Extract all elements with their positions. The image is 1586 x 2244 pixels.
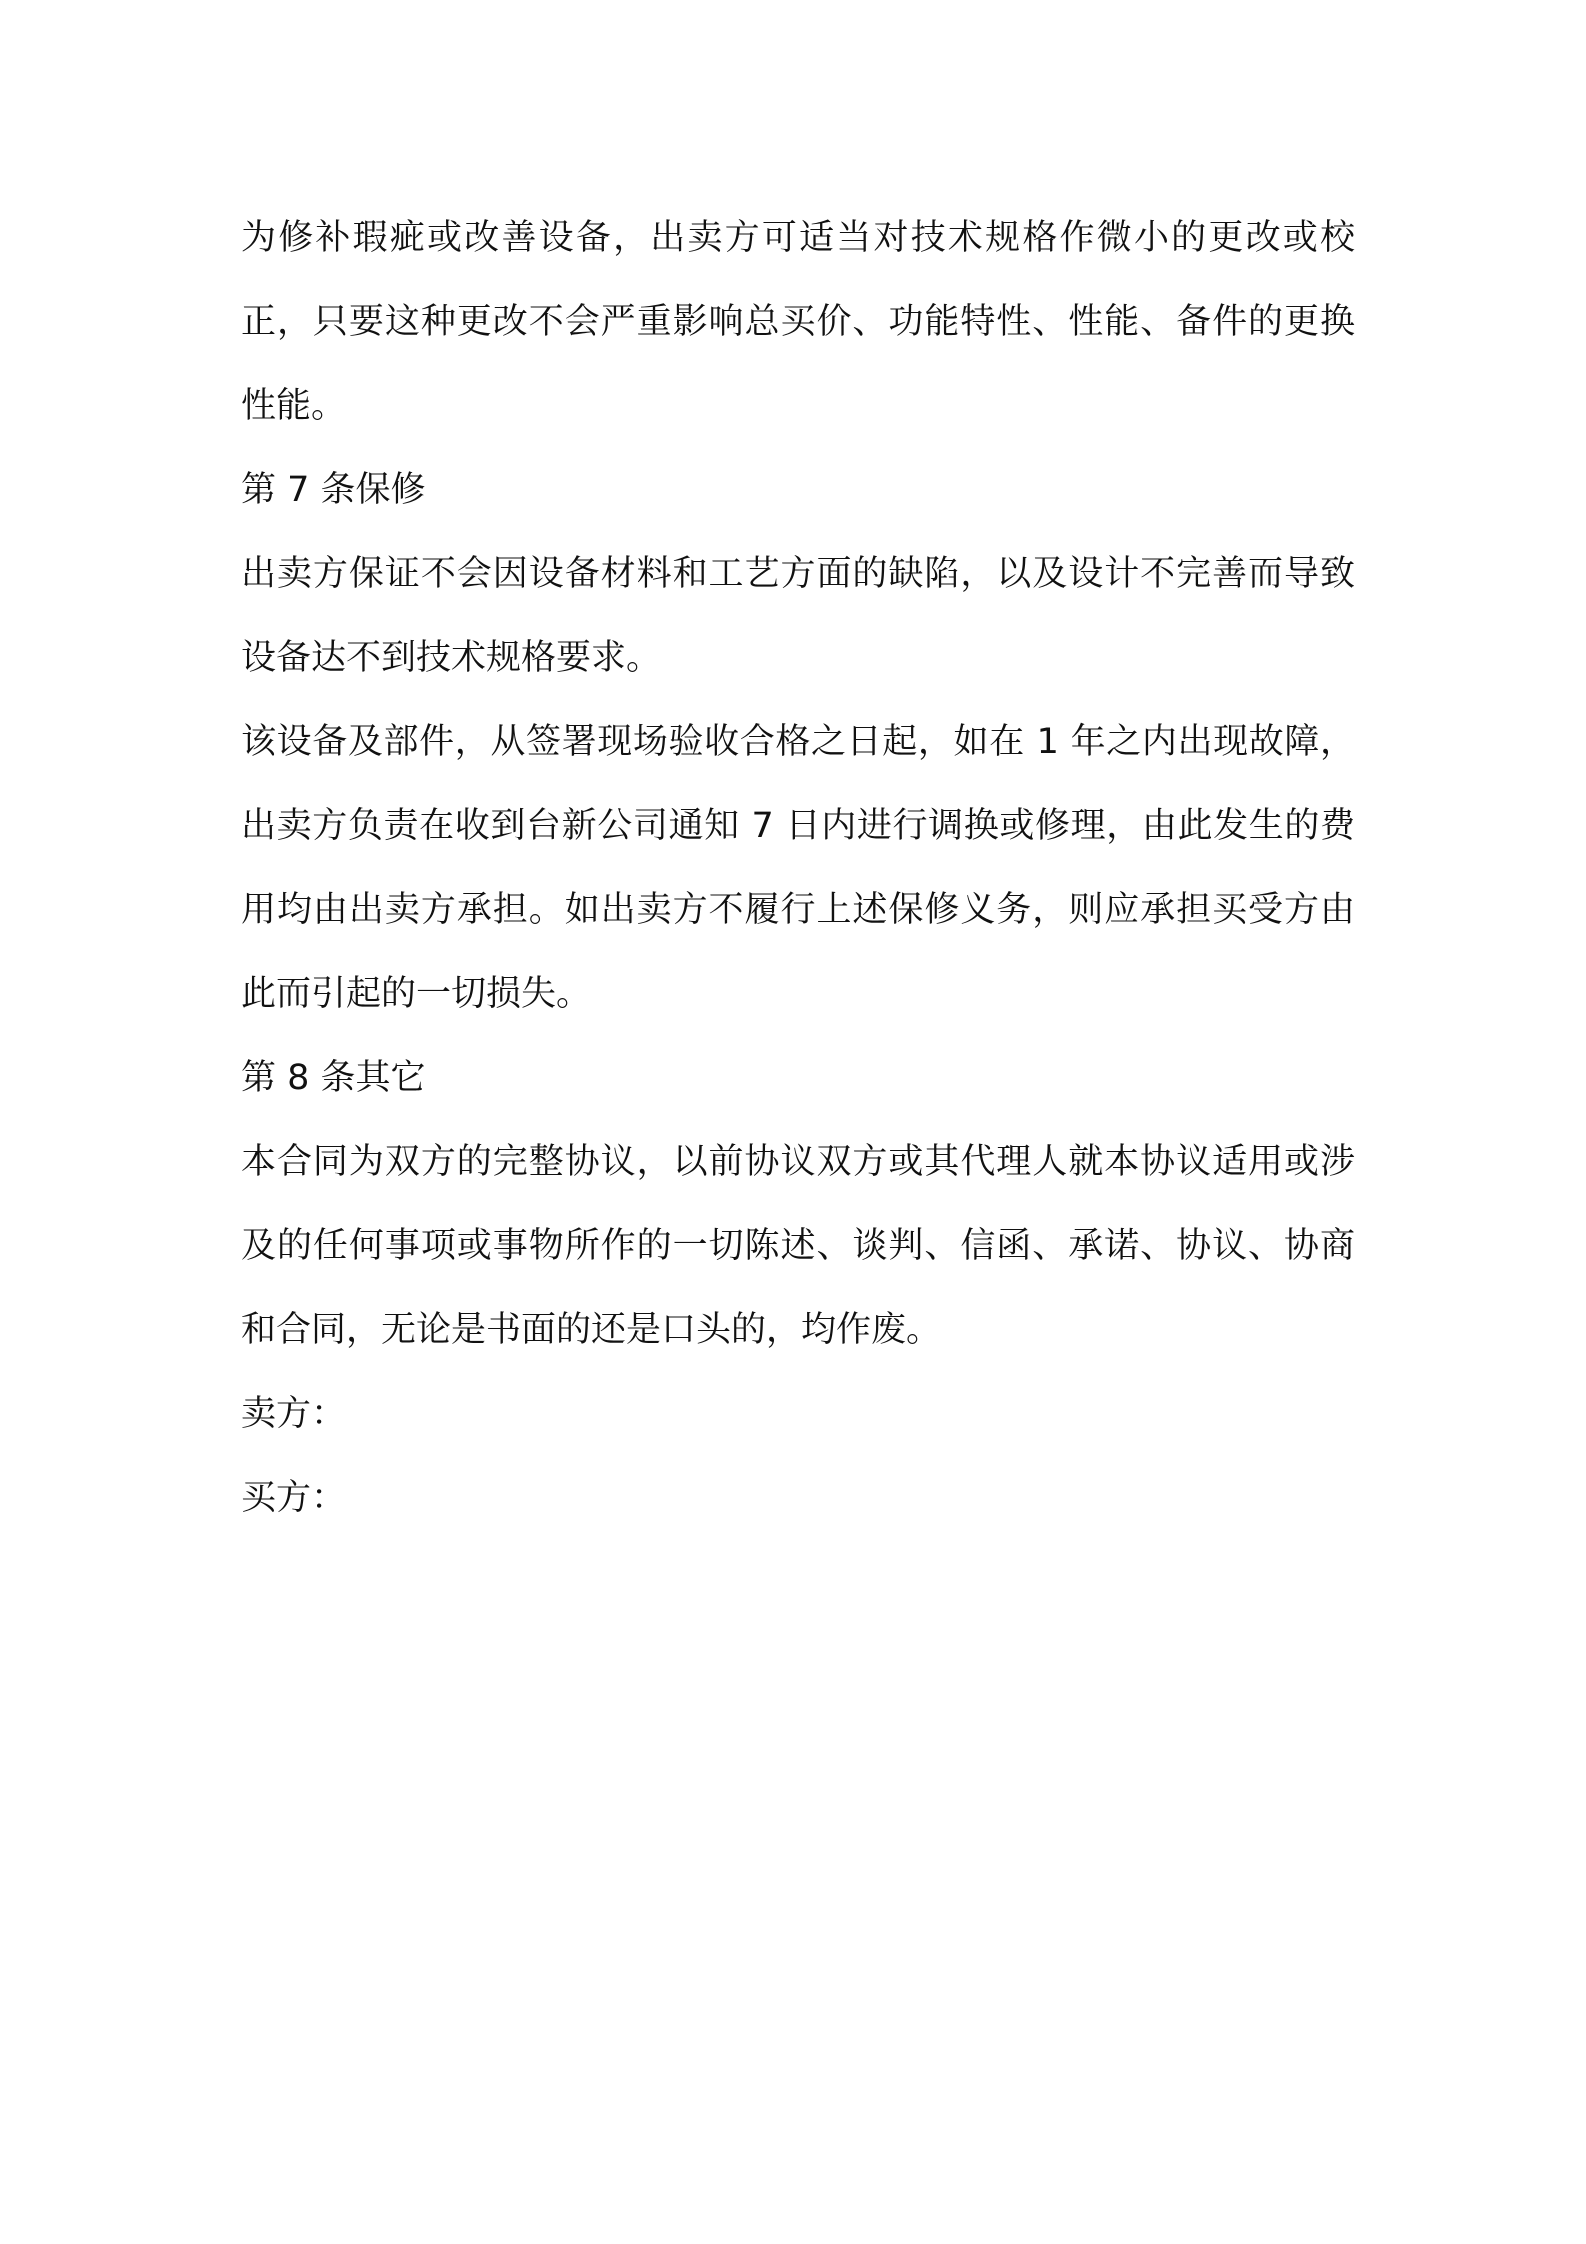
buyer-signature-label: 买方： <box>241 1478 347 1518</box>
paragraph-spec-change: 为修补瑕疵或改善设备，出卖方可适当对技术规格作微小的更改或校正，只要这种更改不会严重影响总买价、功能特性、性能、备件的更换性能。 <box>241 218 1355 426</box>
document-body <box>241 196 1355 1540</box>
seller-signature-label: 卖方： <box>241 1394 347 1434</box>
paragraph-warranty-period: 该设备及部件，从签署现场验收合格之日起，如在 1 年之内出现故障，出卖方负责在收到台新公司通知 7 日内进行调换或修理，由此发生的费用均由出卖方承担。如出卖方不履行上述保修义务，则应承担买受方由此而引起的一切损失。 <box>241 722 1355 1014</box>
paragraph-warranty-guarantee: 出卖方保证不会因设备材料和工艺方面的缺陷，以及设计不完善而导致设备达不到技术规格要求。 <box>241 554 1355 678</box>
paragraph-entire-agreement: 本合同为双方的完整协议，以前协议双方或其代理人就本协议适用或涉及的任何事项或事物所作的一切陈述、谈判、信函、承诺、协议、协商和合同，无论是书面的还是口头的，均作废。 <box>241 1142 1355 1350</box>
heading-article-7: 第 7 条保修 <box>241 470 426 510</box>
heading-article-8: 第 8 条其它 <box>241 1058 426 1098</box>
